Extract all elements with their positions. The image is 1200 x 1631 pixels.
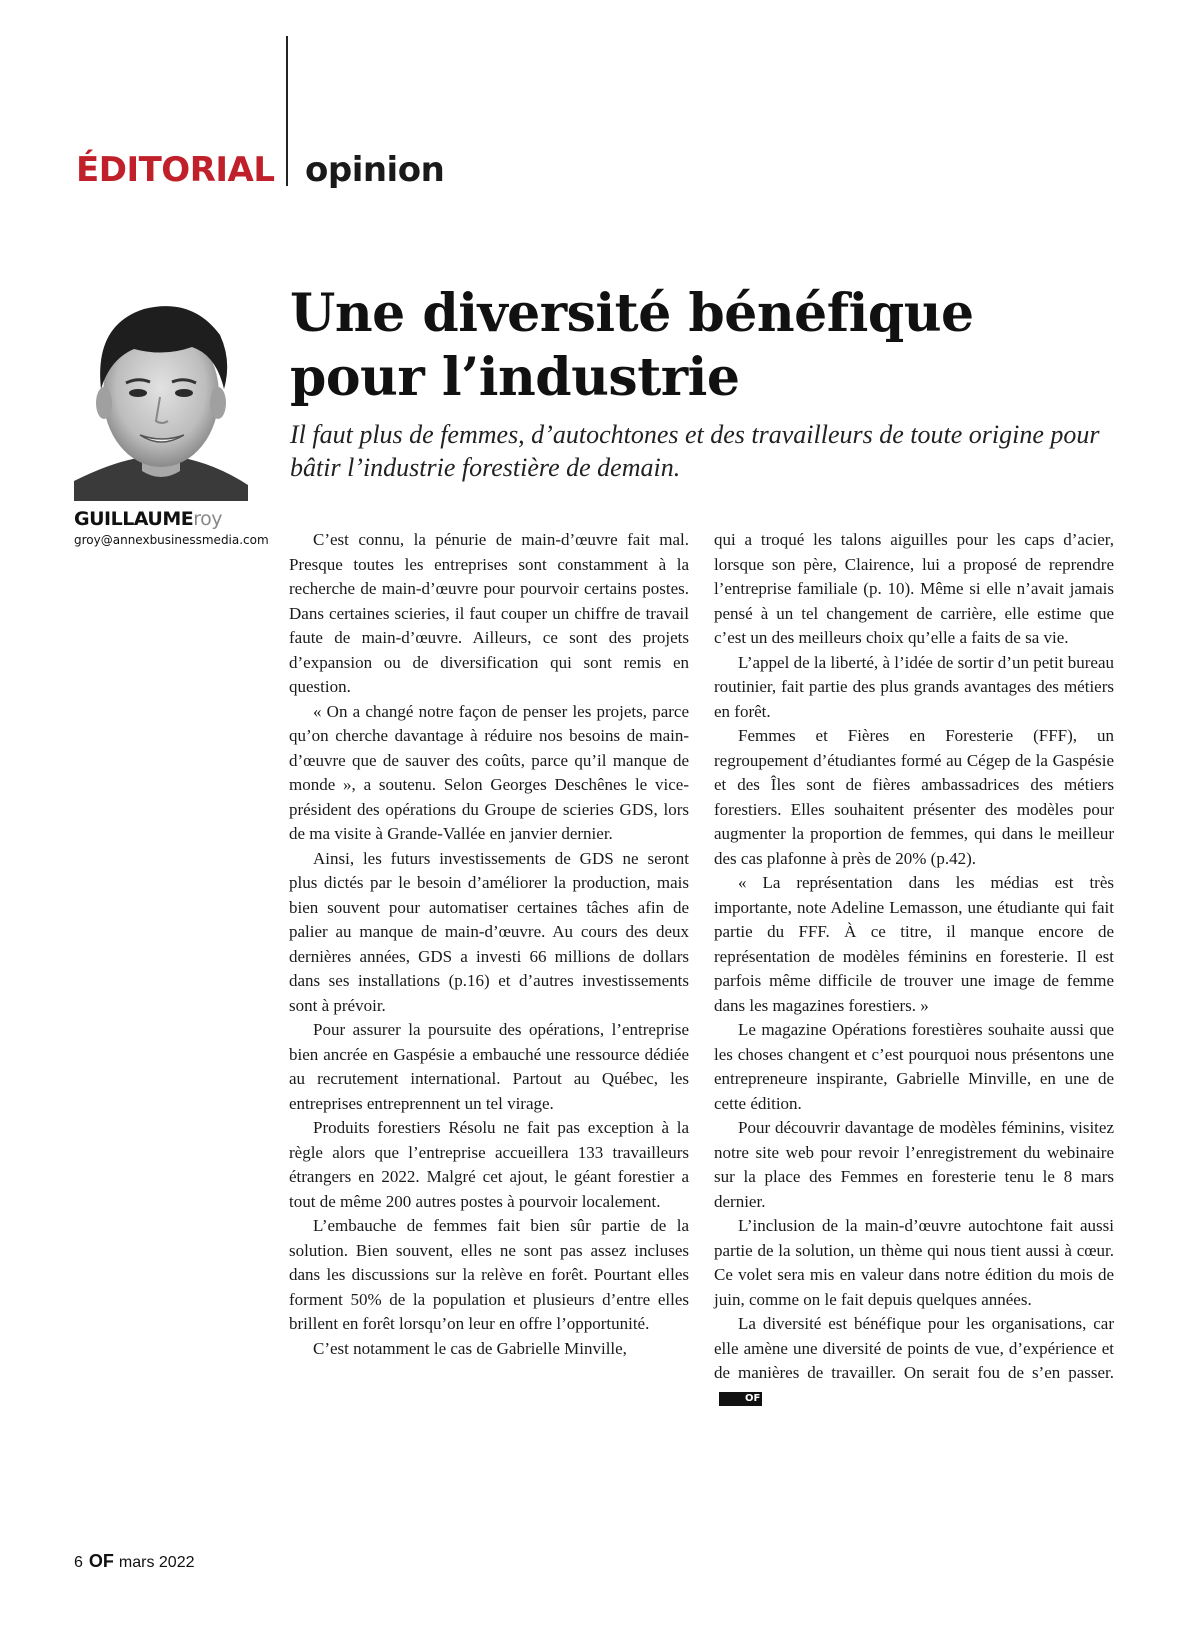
header-divider	[286, 36, 288, 186]
section-label: ÉDITORIAL	[76, 150, 275, 190]
final-paragraph-text: La diversité est bénéfique pour les organisations, car elle amène une diversité de points de vue, d’expérience et de manières de travailler. On serait fou de s’en passer.	[714, 1314, 1114, 1382]
paragraph: C’est notamment le cas de Gabrielle Minville,	[313, 1338, 627, 1358]
paragraph: L’inclusion de la main-d’œuvre autochtone fait aussi partie de la solution, un thème qui nous tient aussi à cœur. Ce volet sera mis en valeur dans notre édition du mois de juin, comme on le fait depuis quelques années.	[714, 1216, 1114, 1309]
article-headline	[290, 282, 1150, 410]
paragraph: « La représentation dans les médias est très importante, note Adeline Lemasson, une étudiante qui fait partie du FFF. À ce titre, il manque encore de représentation de modèles féminins en foresterie. Il est parfois même difficile de trouver une image de femme dans les magazines forestiers. »	[714, 873, 1114, 1015]
subsection-label: opinion	[305, 150, 445, 190]
paragraph-final	[714, 1312, 1114, 1410]
publication-name: OF	[88, 1551, 114, 1571]
paragraph: « On a changé notre façon de penser les projets, parce qu’on cherche davantage à réduire nos besoins de main-d’œuvre que de sauver des coûts, parce qu’il manque de monde », a soutenu. Selon Georges Deschênes le vice-président des opérations du Groupe de scieries GDS, lors de ma visite à Grande-Vallée en janvier dernier.	[289, 701, 689, 843]
paragraph: C’est connu, la pénurie de main-d’œuvre fait mal. Presque toutes les entreprises sont constamment à la recherche de main-d’œuvre pour pourvoir certains postes. Dans certaines scieries, il faut couper un chiffre de travail faute de main-d’œuvre. Ailleurs, ce sont des projets d’expansion ou de diversification qui sont remis en question.	[289, 530, 689, 696]
end-mark-icon: OF	[719, 1392, 762, 1406]
page-number: 6	[74, 1554, 83, 1571]
author-first-name: GUILLAUME	[74, 508, 194, 530]
article-column-1	[289, 528, 689, 1361]
author-photo	[74, 285, 248, 501]
headline-line-1: Une diversité bénéfique	[290, 283, 974, 344]
issue-date: mars 2022	[118, 1554, 195, 1571]
paragraph: Produits forestiers Résolu ne fait pas exception à la règle alors que l’entreprise accueillera 133 travailleurs étrangers en 2022. Malgré cet ajout, le géant forestier a tout de même 200 autres postes à pourvoir localement.	[289, 1118, 689, 1211]
paragraph: Pour découvrir davantage de modèles féminins, visitez notre site web pour revoir l’enregistrement du webinaire sur la place des Femmes en foresterie tenu le 8 mars dernier.	[714, 1118, 1114, 1211]
paragraph: Ainsi, les futurs investissements de GDS ne seront plus dictés par le besoin d’améliorer la production, mais bien souvent pour automatiser certaines tâches afin de palier au manque de main-d’œuvre. Au cours des deux dernières années, GDS a investi 66 millions de dollars dans ses installations (p.16) et d’autres investissements sont à prévoir.	[289, 848, 689, 1015]
paragraph: Le magazine Opérations forestières souhaite aussi que les choses changent et c’est pourquoi nous présentons une entrepreneure inspirante, Gabrielle Minville, en une de cette édition.	[714, 1020, 1114, 1113]
article-column-2	[714, 528, 1114, 1410]
page-footer	[74, 1551, 195, 1572]
paragraph: L’appel de la liberté, à l’idée de sortir d’un petit bureau routinier, fait partie des plus grands avantages des métiers en forêt.	[714, 652, 1114, 721]
headline-line-2: pour l’industrie	[290, 347, 740, 408]
paragraph: L’embauche de femmes fait bien sûr partie de la solution. Bien souvent, elles ne sont pas assez incluses dans les discussions sur la relève en forêt. Pourtant elles forment 50% de la population et plusieurs d’entre elles brillent en forêt lorsqu’on leur en offre l’opportunité.	[289, 1216, 689, 1333]
author-last-name: roy	[193, 508, 223, 530]
article-deck: Il faut plus de femmes, d’autochtones et des travailleurs de toute origine pour bâtir l’industrie forestière de demain.	[290, 420, 1100, 482]
paragraph: Pour assurer la poursuite des opérations, l’entreprise bien ancrée en Gaspésie a embauché une ressource dédiée au recrutement international. Partout au Québec, les entreprises entreprennent un tel virage.	[289, 1020, 689, 1113]
author-name	[74, 508, 222, 530]
author-email: groy@annexbusinessmedia.com	[74, 533, 269, 547]
paragraph: Femmes et Fières en Foresterie (FFF), un regroupement d’étudiantes formé au Cégep de la Gaspésie et des Îles sont de fières ambassadrices des métiers forestiers. Elles souhaitent présenter des modèles pour augmenter la proportion de femmes, qui dans le meilleur des cas plafonne à près de 20% (p.42).	[714, 726, 1114, 868]
paragraph-continued: qui a troqué les talons aiguilles pour les caps d’acier, lorsque son père, Clairence, lui a proposé de reprendre l’entreprise familiale (p. 10). Même si elle n’avait jamais pensé à un tel changement de carrière, elle estime que c’est un des meilleurs choix qu’elle a faits de sa vie.	[714, 530, 1114, 647]
